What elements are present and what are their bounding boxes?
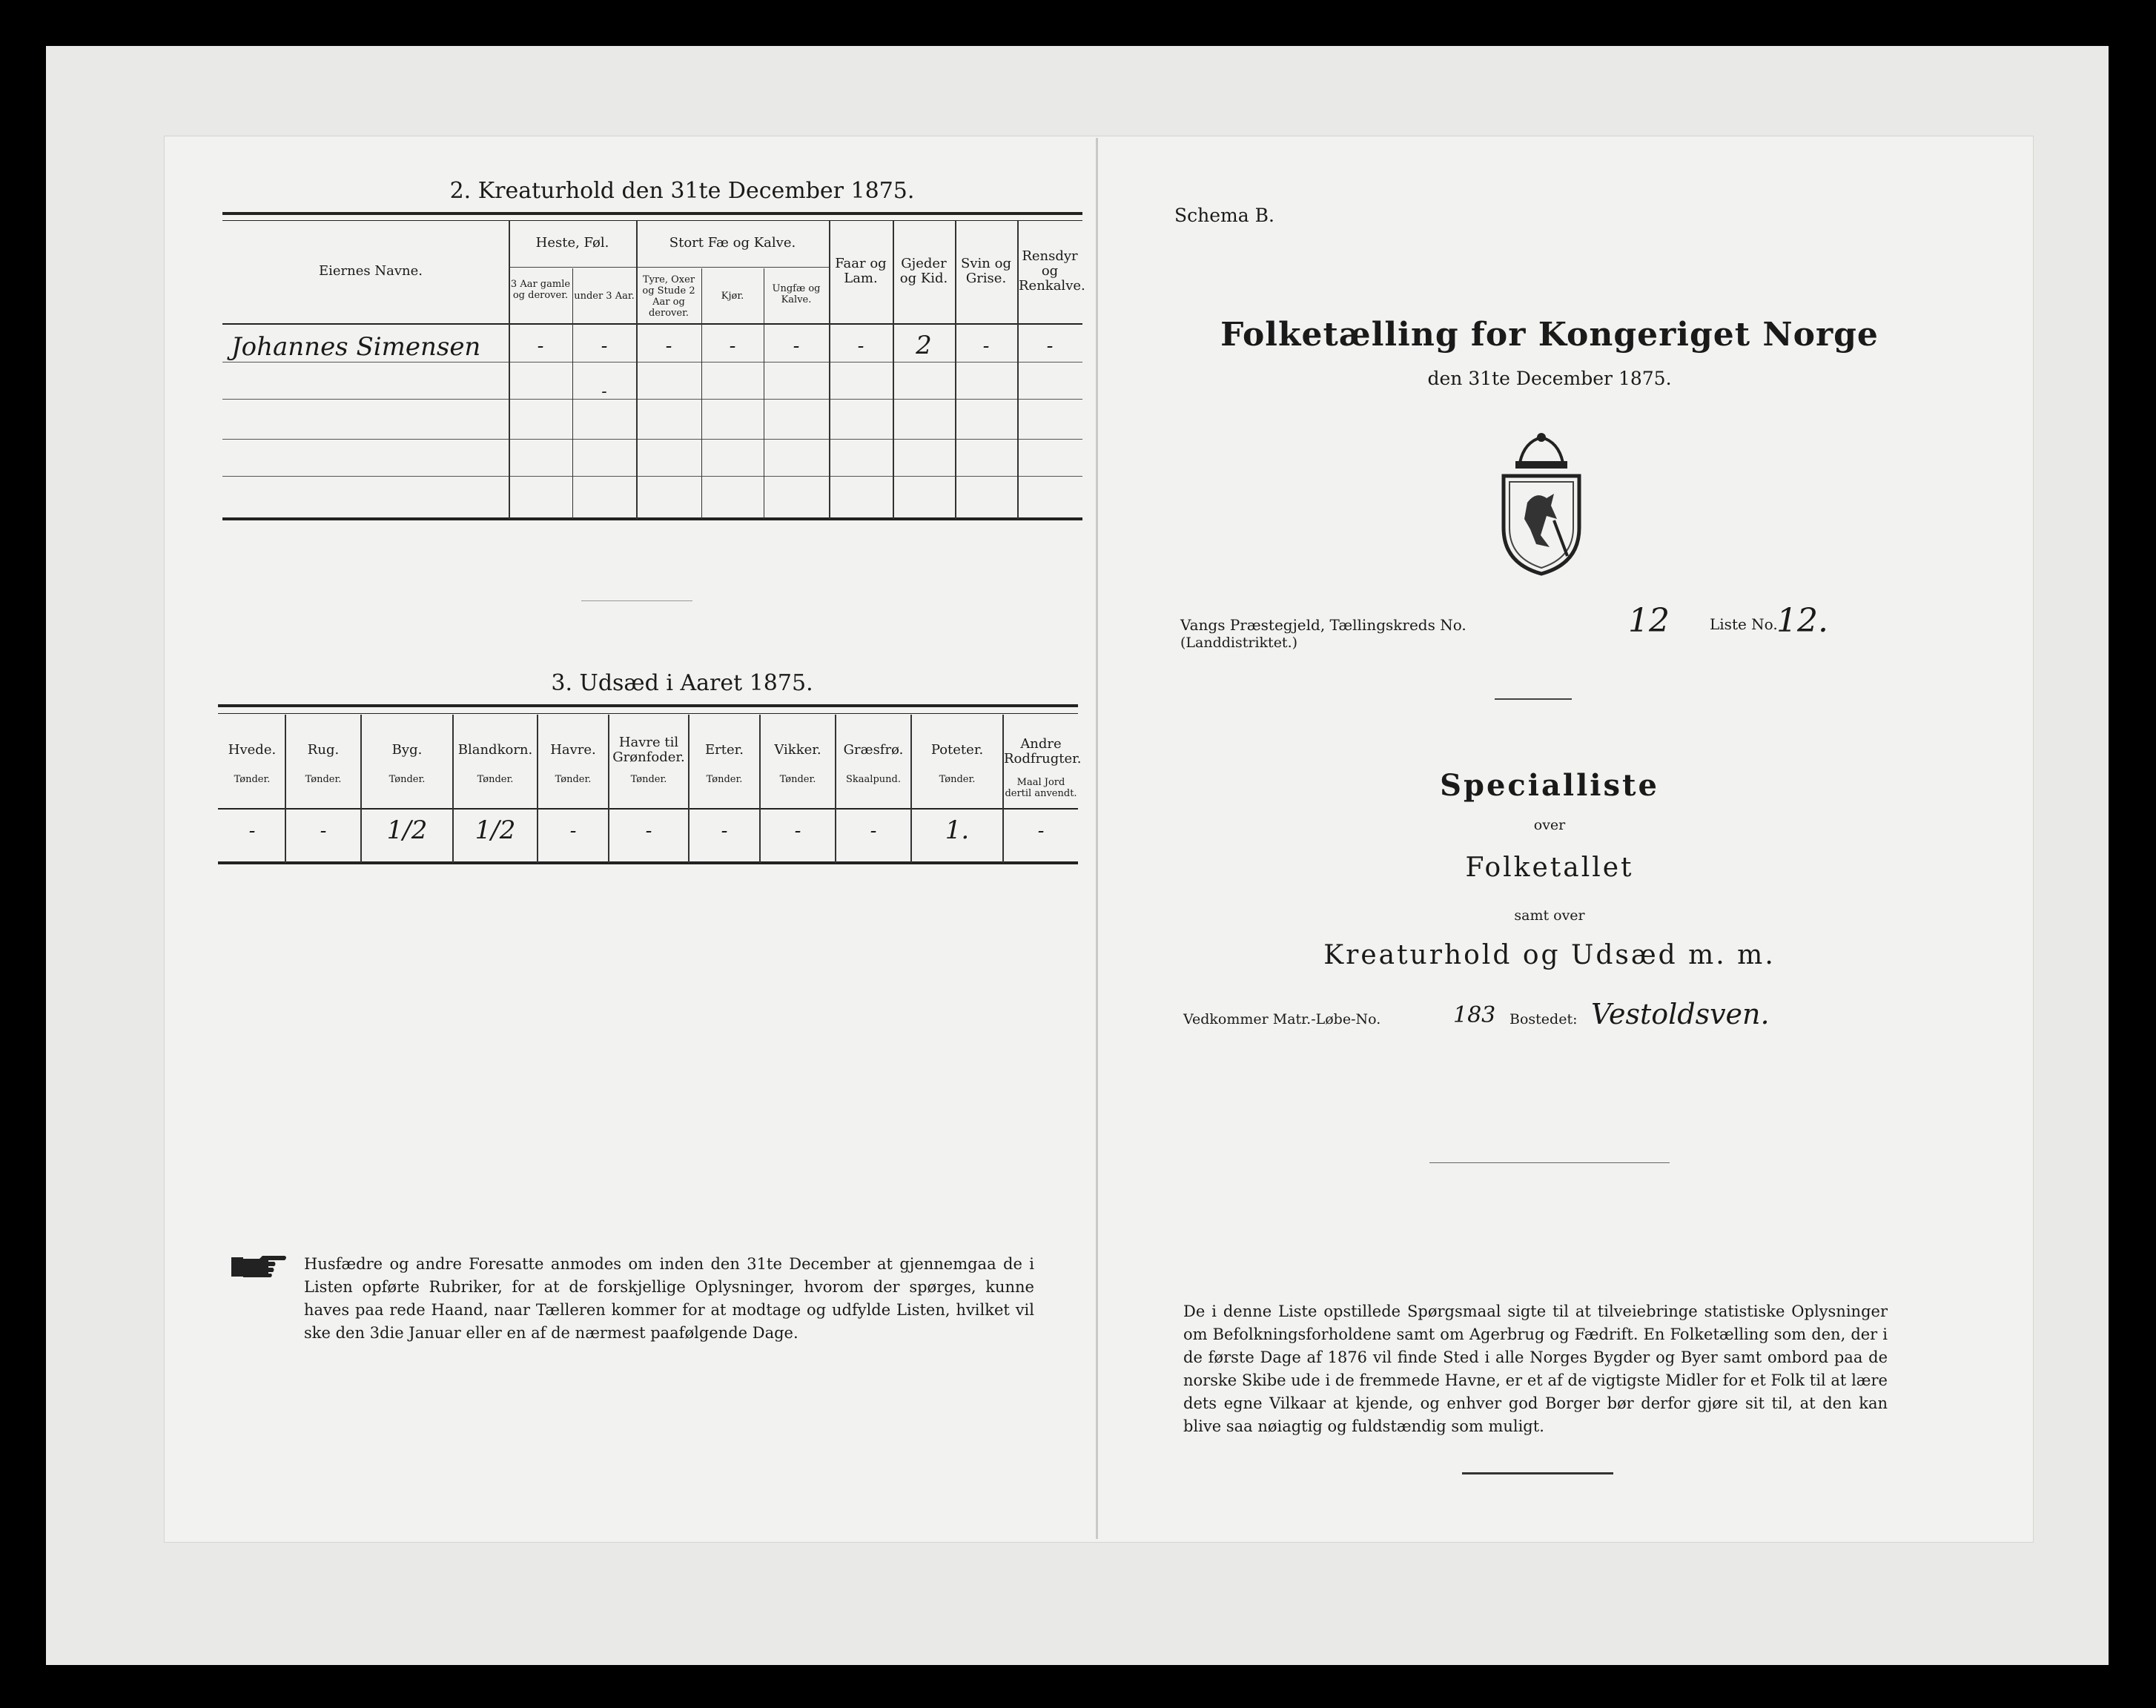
cell-row2-mark: - xyxy=(601,383,607,401)
unit-erter: Tønder. xyxy=(706,774,743,785)
bostedet-label: Bostedet: xyxy=(1509,1011,1578,1027)
table2-row-rule xyxy=(222,476,1082,477)
liste-label: Liste No. xyxy=(1710,615,1778,633)
samt-over: samt over xyxy=(1514,907,1585,924)
unit-blandkorn: Tønder. xyxy=(477,774,514,785)
unit-havre-gronfoder: Tønder. xyxy=(630,774,667,785)
section2-title: 2. Kreaturhold den 31te December 1875. xyxy=(449,178,915,204)
col-rug: Rug. xyxy=(307,742,340,758)
col-hvede: Hvede. xyxy=(228,742,277,758)
group-stort-fae: Stort Fæ og Kalve. xyxy=(669,235,796,251)
kreds-no: 12 xyxy=(1628,602,1670,640)
table2-row-rule xyxy=(222,362,1082,363)
over-1: over xyxy=(1533,817,1566,833)
col-svin: Svin og Grise. xyxy=(961,256,1011,286)
val-andre-rodfrugter: - xyxy=(1037,820,1045,842)
divider xyxy=(1495,698,1572,700)
val-byg: 1/2 xyxy=(386,815,428,845)
cell-svin: - xyxy=(982,335,990,357)
page-fold xyxy=(1096,138,1098,1539)
district-label: Vangs Præstegjeld, Tællingskreds No. xyxy=(1180,616,1466,634)
col-tyre: Tyre, Oxer og Stude 2 Aar og derover. xyxy=(642,274,695,319)
divider xyxy=(1429,1162,1670,1163)
table3-top-rule-thin xyxy=(218,713,1078,714)
table3-top-rule xyxy=(218,704,1078,707)
table2-col-line xyxy=(509,221,510,519)
pointing-hand-icon xyxy=(230,1251,289,1281)
val-havre-gronfoder: - xyxy=(645,820,652,842)
col-heste-under3: under 3 Aar. xyxy=(574,291,635,302)
folketallet: Folketallet xyxy=(1465,853,1634,883)
col-kjor: Kjør. xyxy=(721,291,744,302)
schema-label: Schema B. xyxy=(1174,205,1274,226)
col-erter: Erter. xyxy=(705,742,744,758)
col-ungfae: Ungfæ og Kalve. xyxy=(772,283,821,305)
table2-row-rule xyxy=(222,399,1082,400)
col-blandkorn: Blandkorn. xyxy=(457,742,533,758)
cell-ungfae: - xyxy=(793,335,800,357)
bostedet-value: Vestoldsven. xyxy=(1591,998,1770,1030)
val-havre: - xyxy=(569,820,577,842)
divider xyxy=(581,600,692,601)
cell-kjor: - xyxy=(729,335,736,357)
col-faar: Faar og Lam. xyxy=(835,256,887,286)
unit-byg: Tønder. xyxy=(388,774,426,785)
instruction-note: Husfædre og andre Foresatte anmodes om inden den 31te December at gjennemgaa de i Listen opførte Rubriker, for at de forskjellige Oplysninger, hvorom der spørges, kunne haves paa rede Haand, naar Tælleren kommer for at modtage og udfylde Listen, hvilket vil ske den 3die Januar eller en af de nærmest paafølgende Dage. xyxy=(304,1255,1034,1342)
col-rensdyr: Rensdyr og Renkalve. xyxy=(1019,248,1085,294)
table2-top-rule xyxy=(222,212,1082,215)
table2-col-line xyxy=(572,268,573,519)
specialliste-title: Specialliste xyxy=(1440,768,1659,803)
table2-top-rule-thin xyxy=(222,220,1082,221)
col-byg: Byg. xyxy=(391,742,423,758)
col-andre-rodfrugter: Andre Rodfrugter. xyxy=(1004,736,1082,767)
owner-header: Eiernes Navne. xyxy=(319,263,423,279)
footer-text: De i denne Liste opstillede Spørgsmaal sigte til at tilveiebringe statistiske Oplysninger om Befolkningsforholdene samt om Agerbrug og Fædrift. En Folketælling som den, der i de første Dage af 1876 vil finde Sted i alle Norges Bygder og Byer samt ombord paa de norske Skibe ude i de fremmede Havne, er et af de vigtigste Midler for et Folk til at lære dets egne Vilkaar at kjende, og enhver god Borger bør derfor gjøre sit til, at den kan blive saa nøiagtig og fuldstændig som muligt. xyxy=(1183,1302,1888,1435)
col-poteter: Poteter. xyxy=(930,742,984,758)
table2-col-line xyxy=(701,268,702,519)
table2-col-line xyxy=(636,221,638,519)
form-title: Folketælling for Kongeriget Norge xyxy=(1220,316,1879,354)
cell-tyre: - xyxy=(665,335,672,357)
col-heste-3aar: 3 Aar gamle og derover. xyxy=(510,279,571,301)
section3-title: 3. Udsæd i Aaret 1875. xyxy=(551,670,813,696)
owner-name: Johannes Simensen xyxy=(231,332,481,362)
norway-coat-of-arms-icon xyxy=(1495,431,1588,577)
liste-no: 12. xyxy=(1776,602,1828,640)
val-vikker: - xyxy=(794,820,801,842)
bottom-divider xyxy=(1462,1472,1613,1474)
unit-vikker: Tønder. xyxy=(779,774,816,785)
table3-bottom-rule xyxy=(218,861,1078,864)
val-poteter: 1. xyxy=(945,815,970,845)
col-havre-gronfoder: Havre til Grønfoder. xyxy=(612,735,685,765)
unit-hvede: Tønder. xyxy=(234,774,271,785)
cell-faar: - xyxy=(857,335,864,357)
table2-row-rule xyxy=(222,439,1082,440)
matr-no: 183 xyxy=(1453,1002,1496,1028)
group-heste: Heste, Føl. xyxy=(535,235,609,251)
table2-bottom-rule xyxy=(222,517,1082,520)
val-hvede: - xyxy=(248,820,256,842)
col-vikker: Vikker. xyxy=(774,742,821,758)
val-erter: - xyxy=(721,820,728,842)
kreaturhold-title: Kreaturhold og Udsæd m. m. xyxy=(1323,940,1776,970)
matr-label: Vedkommer Matr.-Løbe-No. xyxy=(1183,1011,1381,1027)
cell-heste-3aar: - xyxy=(537,335,544,357)
district-sub: (Landdistriktet.) xyxy=(1180,635,1298,651)
cell-gjeder: 2 xyxy=(916,331,932,360)
table3-header-rule xyxy=(218,808,1078,810)
col-gjeder: Gjeder og Kid. xyxy=(899,256,948,286)
col-havre: Havre. xyxy=(550,742,596,758)
unit-poteter: Tønder. xyxy=(939,774,976,785)
val-rug: - xyxy=(320,820,327,842)
form-date: den 31te December 1875. xyxy=(1427,368,1672,389)
unit-havre: Tønder. xyxy=(555,774,592,785)
table2-header-rule xyxy=(222,323,1082,325)
cell-rensdyr: - xyxy=(1046,335,1054,357)
unit-andre-rodfrugter: Maal Jord dertil anvendt. xyxy=(1005,777,1077,799)
unit-graesfro: Skaalpund. xyxy=(846,774,901,785)
col-graesfro: Græsfrø. xyxy=(843,742,904,758)
cell-heste-under3: - xyxy=(601,335,608,357)
table2-subheader-rule xyxy=(509,267,829,268)
val-graesfro: - xyxy=(870,820,877,842)
unit-rug: Tønder. xyxy=(305,774,342,785)
val-blandkorn: 1/2 xyxy=(474,815,516,845)
